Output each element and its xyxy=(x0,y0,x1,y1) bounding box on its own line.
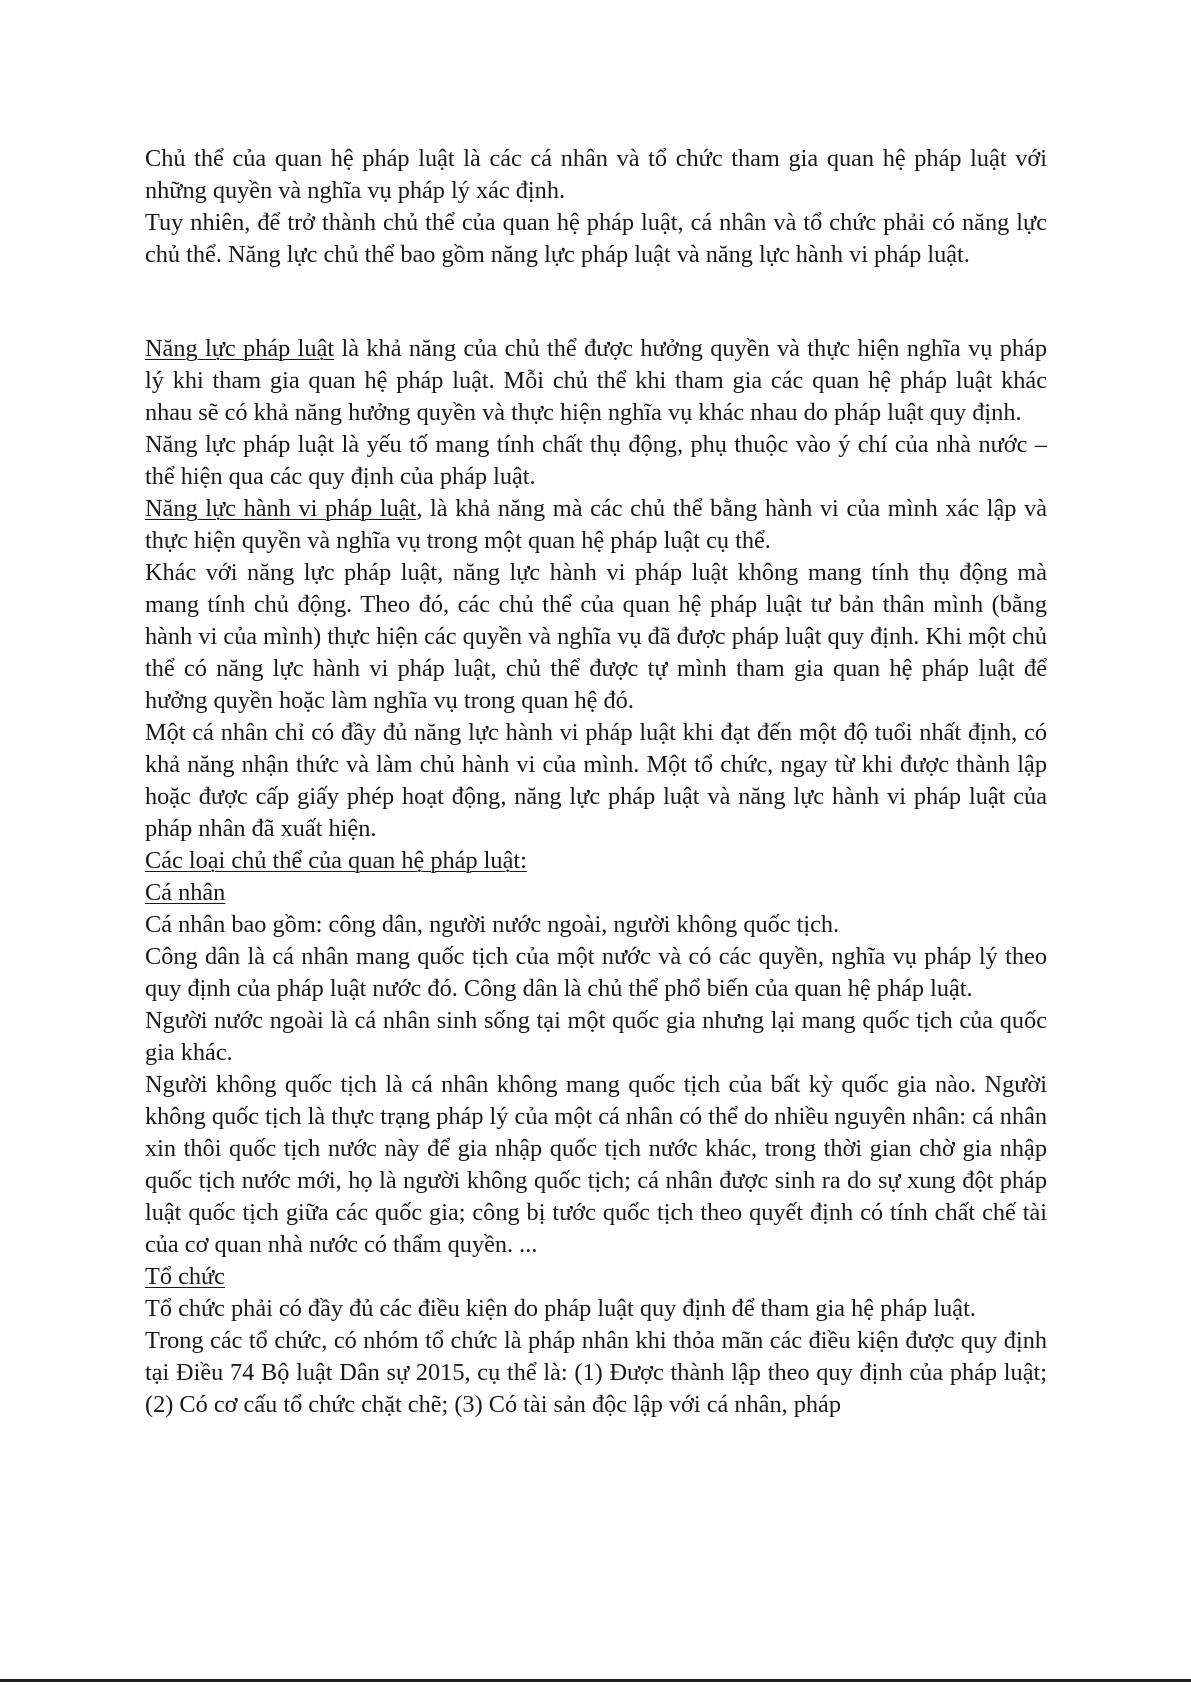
act-capacity-definition xyxy=(145,493,1047,557)
intro-paragraph-2: Tuy nhiên, để trở thành chủ thể của quan hệ pháp luật, cá nhân và tổ chức phải có năng lực chủ thể. Năng lực chủ thể bao gồm năng lực pháp luật và năng lực hành vi pháp luật. xyxy=(145,209,1047,268)
individual-paragraph-1: Cá nhân bao gồm: công dân, người nước ngoài, người không quốc tịch. xyxy=(145,911,840,938)
organization-heading xyxy=(145,1261,1047,1293)
individual-heading-text: Cá nhân xyxy=(145,879,226,906)
legal-capacity-text: là khả năng của chủ thể được hưởng quyền và thực hiện nghĩa vụ pháp lý khi tham gia quan hệ pháp luật. Mỗi chủ thể khi tham gia các quan hệ pháp luật khác nhau sẽ có khả năng hưởng quyền và thực hiện nghĩa vụ khác nhau do pháp luật quy định. xyxy=(145,335,1047,426)
types-heading xyxy=(145,845,1047,877)
section-spacer xyxy=(145,271,1047,333)
act-capacity-paragraph-3: Một cá nhân chỉ có đầy đủ năng lực hành vi pháp luật khi đạt đến một độ tuổi nhất định, có khả năng nhận thức và làm chủ hành vi của mình. Một tổ chức, ngay từ khi được thành lập hoặc được cấp giấy phép hoạt động, năng lực pháp luật và năng lực hành vi pháp luật của pháp nhân đã xuất hiện. xyxy=(145,719,1047,842)
individual-paragraph-3: Người nước ngoài là cá nhân sinh sống tại một quốc gia nhưng lại mang quốc tịch của quốc gia khác. xyxy=(145,1007,1047,1066)
individual-paragraph-4: Người không quốc tịch là cá nhân không mang quốc tịch của bất kỳ quốc gia nào. Người không quốc tịch là thực trạng pháp lý của một cá nhân có thể do nhiều nguyên nhân: cá nhân xin thôi quốc tịch nước này để gia nhập quốc tịch nước khác, trong thời gian chờ gia nhập quốc tịch nước mới, họ là người không quốc tịch; cá nhân được sinh ra do sự xung đột pháp luật quốc tịch giữa các quốc gia; công bị tước quốc tịch theo quyết định có tính chất chế tài của cơ quan nhà nước có thẩm quyền. ... xyxy=(145,1071,1047,1258)
act-capacity-term: Năng lực hành vi pháp luật xyxy=(145,495,417,522)
organization-paragraph-1: Tổ chức phải có đầy đủ các điều kiện do pháp luật quy định để tham gia hệ pháp luật. xyxy=(145,1295,976,1322)
types-heading-text: Các loại chủ thể của quan hệ pháp luật: xyxy=(145,847,527,874)
organization-heading-text: Tổ chức xyxy=(145,1263,225,1290)
act-capacity-text: , là khả năng mà các chủ thể bằng hành vi của mình xác lập và thực hiện quyền và nghĩa vụ trong một quan hệ pháp luật cụ thể. xyxy=(145,495,1047,554)
act-capacity-paragraph-2: Khác với năng lực pháp luật, năng lực hành vi pháp luật không mang tính thụ động mà mang tính chủ động. Theo đó, các chủ thể của quan hệ pháp luật tư bản thân mình (bằng hành vi của mình) thực hiện các quyền và nghĩa vụ đã được pháp luật quy định. Khi một chủ thể có năng lực hành vi pháp luật, chủ thể được tự mình tham gia quan hệ pháp luật để hưởng quyền hoặc làm nghĩa vụ trong quan hệ đó. xyxy=(145,559,1047,714)
intro-paragraph-1: Chủ thể của quan hệ pháp luật là các cá nhân và tổ chức tham gia quan hệ pháp luật với những quyền và nghĩa vụ pháp lý xác định. xyxy=(145,145,1047,204)
individual-paragraph-2: Công dân là cá nhân mang quốc tịch của một nước và có các quyền, nghĩa vụ pháp lý theo quy định của pháp luật nước đó. Công dân là chủ thể phổ biến của quan hệ pháp luật. xyxy=(145,943,1047,1002)
document-page xyxy=(145,143,1047,1421)
legal-capacity-note: Năng lực pháp luật là yếu tố mang tính chất thụ động, phụ thuộc vào ý chí của nhà nước – thể hiện qua các quy định của pháp luật. xyxy=(145,431,1047,490)
legal-capacity-term: Năng lực pháp luật xyxy=(145,335,335,362)
page-bottom-rule xyxy=(0,1679,1191,1682)
organization-paragraph-2: Trong các tổ chức, có nhóm tổ chức là pháp nhân khi thỏa mãn các điều kiện được quy định tại Điều 74 Bộ luật Dân sự 2015, cụ thể là: (1) Được thành lập theo quy định của pháp luật; (2) Có cơ cấu tổ chức chặt chẽ; (3) Có tài sản độc lập với cá nhân, pháp xyxy=(145,1327,1047,1418)
individual-heading xyxy=(145,877,1047,909)
legal-capacity-definition xyxy=(145,333,1047,429)
